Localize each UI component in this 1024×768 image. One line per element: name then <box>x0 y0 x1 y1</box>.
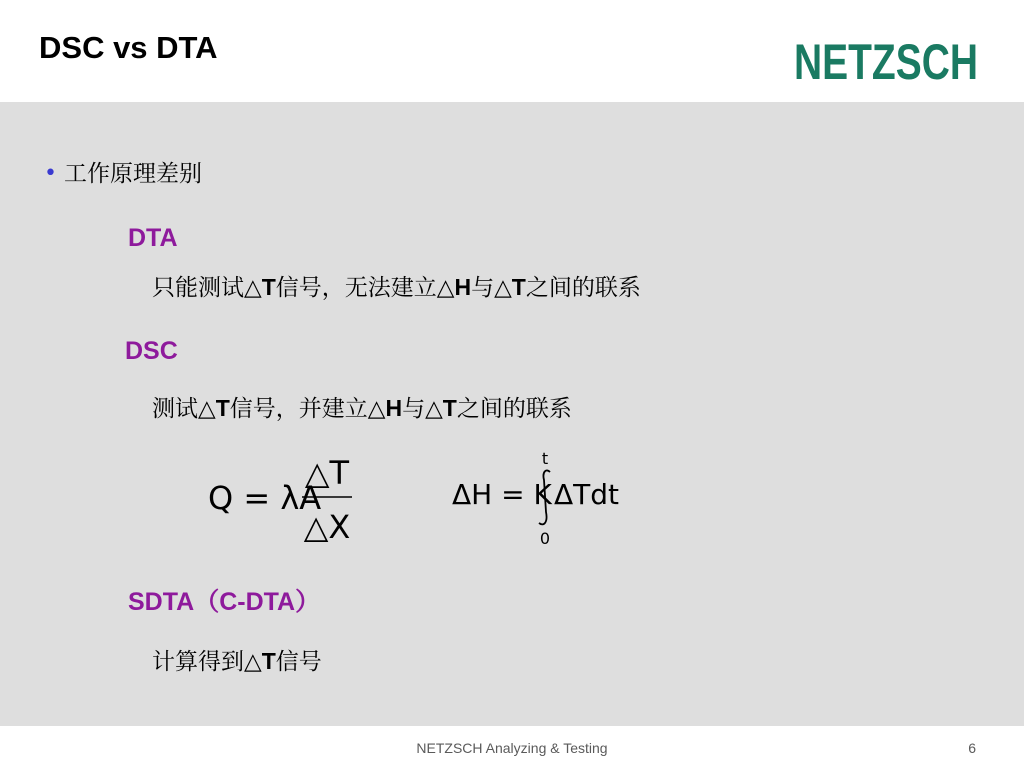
page-number: 6 <box>968 740 976 756</box>
text-part: 测试△ <box>152 396 216 422</box>
text-part: 与△ <box>471 275 512 301</box>
text-part: 之间的联系 <box>456 396 572 422</box>
formula-h-lhs: ΔH = K <box>452 478 552 511</box>
footer-text: NETZSCH Analyzing & Testing <box>416 740 608 756</box>
text-part: T <box>215 395 230 421</box>
text-part: T <box>261 274 276 300</box>
formula-q-numerator: △T <box>304 454 350 492</box>
text-part: T <box>261 648 276 674</box>
bullet-heading: 工作原理差别 <box>64 161 202 187</box>
text-part: 之间的联系 <box>525 275 641 301</box>
formulas <box>200 448 630 558</box>
section-text-dta <box>152 272 641 303</box>
formula-q-lhs: Q = λA <box>208 479 322 517</box>
section-label-sdta: SDTA（C-DTA） <box>128 588 321 616</box>
text-part: H <box>454 274 472 300</box>
bullet-icon: • <box>44 161 57 186</box>
integral-lower-limit: 0 <box>539 529 551 548</box>
text-part: 信号，并建立△ <box>229 396 386 422</box>
slide-title: DSC vs DTA <box>39 30 218 65</box>
text-part: 与△ <box>402 396 443 422</box>
section-text-sdta <box>152 646 322 677</box>
section-label-dta: DTA <box>128 224 178 252</box>
logo-text: NETZSCH <box>794 34 978 90</box>
integral-upper-limit: t <box>541 449 549 468</box>
text-part: 只能测试△ <box>152 275 262 301</box>
formula-q-denominator: △X <box>303 508 351 546</box>
text-part: 信号 <box>275 649 322 675</box>
formula-h-integrand: ΔTdt <box>554 478 620 511</box>
text-part: H <box>385 395 403 421</box>
netzsch-logo <box>793 34 979 90</box>
text-part: 计算得到△ <box>152 649 262 675</box>
section-text-dsc <box>152 393 572 424</box>
section-label-dsc: DSC <box>125 337 178 365</box>
text-part: T <box>511 274 526 300</box>
text-part: 信号，无法建立△ <box>275 275 455 301</box>
text-part: T <box>442 395 457 421</box>
